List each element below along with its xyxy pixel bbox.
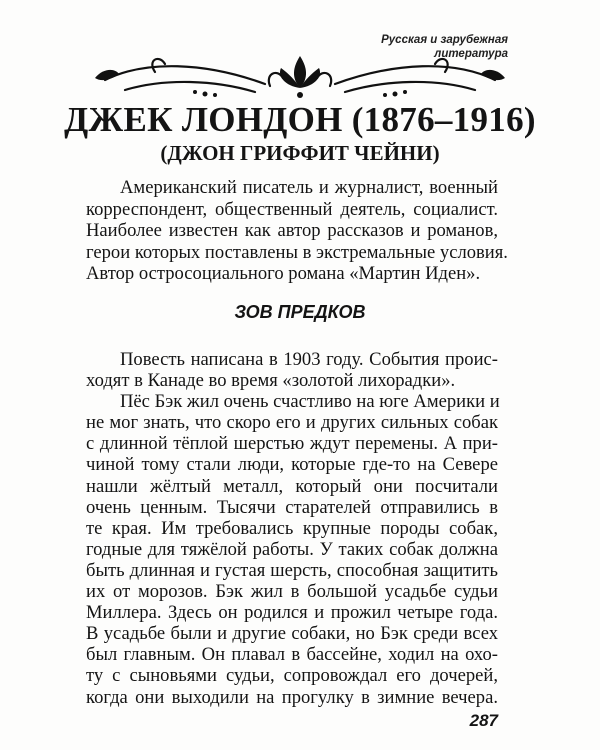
text-line: очень ценным. Тысячи старателей отправились в <box>86 496 498 518</box>
text-line: Миллера. Здесь он родился и прожил четыре года. <box>86 602 498 624</box>
running-head: Русская и зарубежная литература <box>381 34 508 60</box>
text-line: чиной тому стали люди, которые где-то на Севере <box>86 454 498 476</box>
text-line: годные для тяжёлой работы. У таких собак должна <box>86 538 498 560</box>
text-line: не мог знать, что скоро его и других сильных собак <box>86 412 498 434</box>
section-heading: ЗОВ ПРЕДКОВ <box>234 302 366 322</box>
text-line: когда они выходили на прогулку в зимние вечера. <box>86 686 498 708</box>
text-line: Пёс Бэк жил очень счастливо на юге Америки и <box>120 391 500 413</box>
page-number: 287 <box>469 711 498 730</box>
ornament-divider-icon <box>85 50 515 100</box>
text-line: Наиболее известен как автор рассказов и романов, <box>86 220 498 242</box>
text-line: нашли жёлтый металл, который они посчитали <box>86 475 498 497</box>
text-line: ходят в Канаде во время «золотой лихорадки». <box>86 370 456 392</box>
story-text <box>86 349 498 708</box>
text-line: ту с сыновьями судьи, сопровождал его дочерей, <box>86 665 498 687</box>
text-line: Повесть написана в 1903 году. События проис- <box>120 349 498 370</box>
text-line: Автор остросоциального романа «Мартин Иден». <box>86 263 481 285</box>
text-line: Американский писатель и журналист, военный <box>120 177 498 198</box>
text-line: их от морозов. Бэк жил в большой усадьбе судьи <box>86 581 498 603</box>
text-line: корреспондент, общественный деятель, социалист. <box>86 198 498 220</box>
text-line: с длинной тёплой шерстью ждут перемены. А при- <box>86 433 498 455</box>
text-line: быть длинная и густая шерсть, способная защитить <box>86 559 498 581</box>
page-subtitle: (ДЖОН ГРИФФИТ ЧЕЙНИ) <box>160 141 440 165</box>
text-line: был главным. Он плавал в бассейне, ходил на охо- <box>86 644 498 666</box>
text-line: В усадьбе были и другие собаки, но Бэк среди всех <box>86 623 498 645</box>
text-line: те края. Им требовались крупные породы собак, <box>86 517 498 539</box>
text-line: герои которых поставлены в экстремальные условия. <box>86 241 508 263</box>
page-title: ДЖЕК ЛОНДОН (1876–1916) <box>64 100 536 139</box>
intro-paragraph <box>86 177 508 285</box>
